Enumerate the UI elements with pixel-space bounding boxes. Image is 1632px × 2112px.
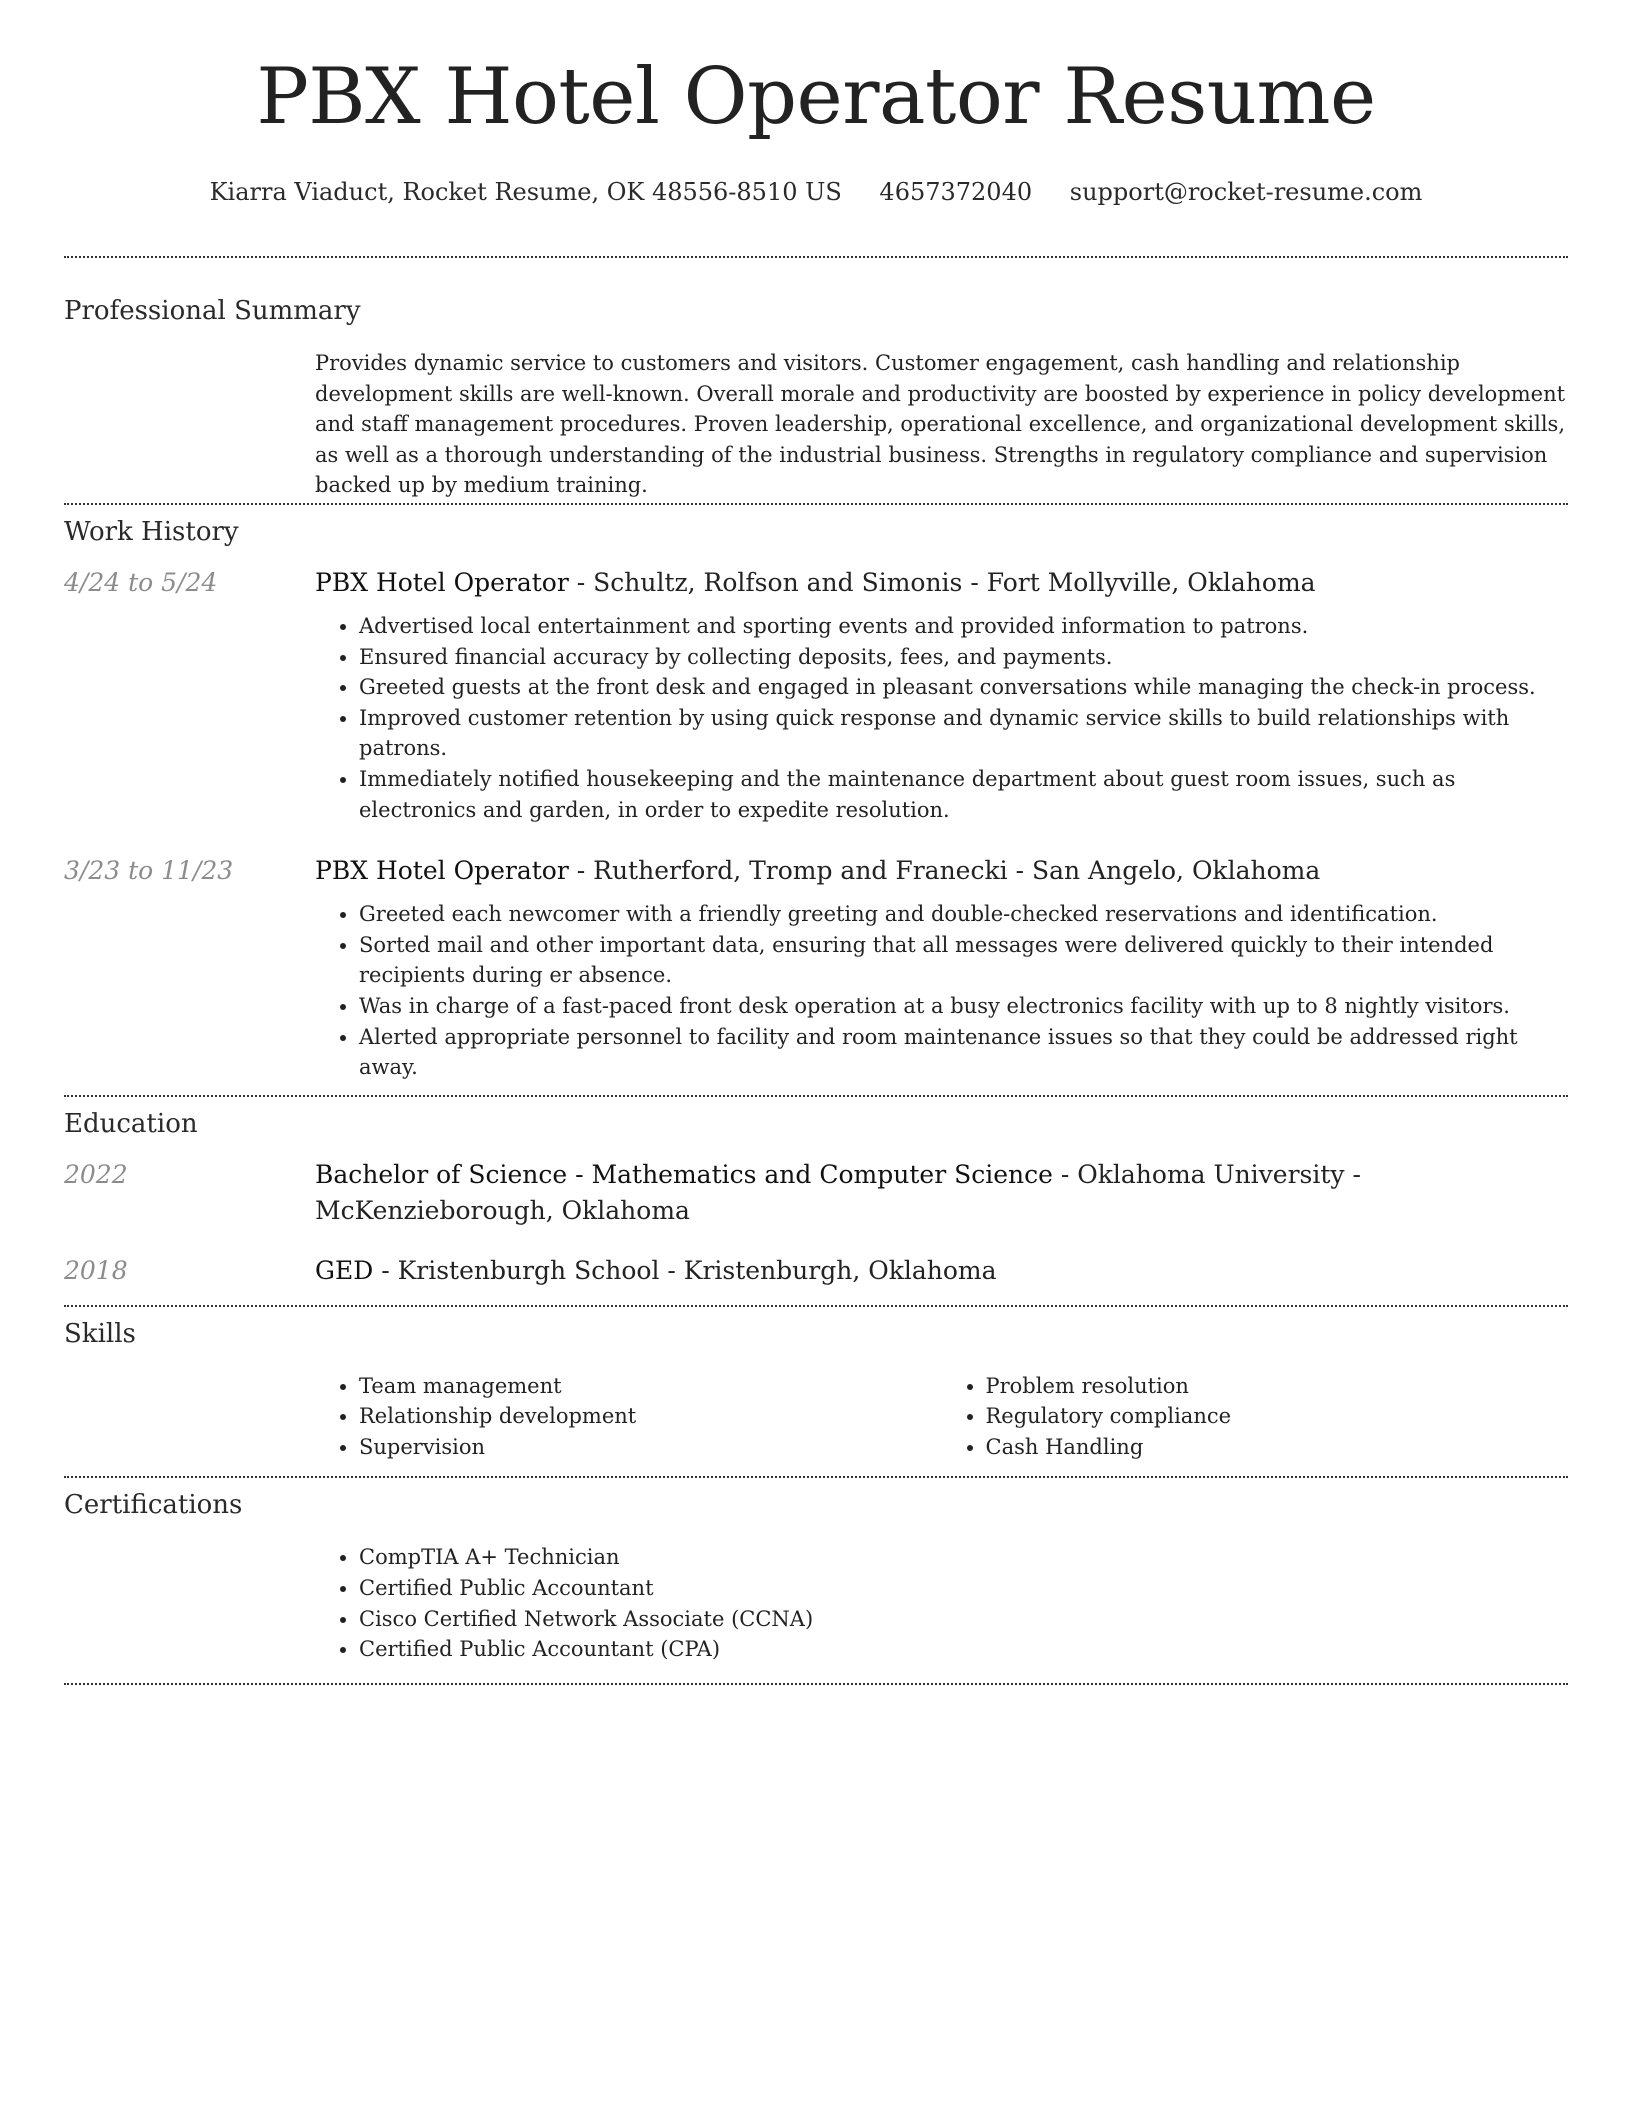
job-entry [64,853,1568,1083]
job-dates: 3/23 to 11/23 [64,856,234,886]
summary-text: Provides dynamic service to customers and visitors. Customer engagement, cash handling and relationship development skills are well-known. Overall morale and productivity are boosted by experience in policy development and staff management procedures. Proven leadership, operational excellence, and organizational development skills, as well as a thorough understanding of the industrial business. Strengths in regulatory compliance and supervision backed up by medium training. [315,351,1566,498]
skills-column [315,1371,942,1463]
list-item: • Certified Public Accountant (CPA) [359,1634,1568,1665]
list-item: • Cash Handling [986,1432,1569,1463]
contact-phone[interactable]: 4657372040 [879,178,1033,206]
section-divider [64,1683,1568,1685]
education-degree: Bachelor of Science - Mathematics and Computer Science [315,1159,1053,1189]
list-item: • CompTIA A+ Technician [359,1542,1568,1573]
education-entry [64,1253,1568,1289]
section-divider [64,256,1568,258]
education-entry [64,1157,1568,1229]
education-details: - Oklahoma University - McKenzieborough, Oklahoma [315,1159,1361,1225]
certifications-heading: Certifications [64,1490,243,1521]
job-details: - Schultz, Rolfson and Simonis - Fort Mollyville, Oklahoma [568,567,1316,597]
section-divider [64,503,1568,505]
list-item: • Advertised local entertainment and sporting events and provided information to patrons. [359,611,1568,642]
skills-heading: Skills [64,1318,136,1349]
contact-email[interactable]: support@rocket-resume.com [1069,178,1423,206]
education-heading: Education [64,1108,198,1139]
section-divider [64,1305,1568,1307]
resume-page [64,0,1568,1685]
list-item: • Certified Public Accountant [359,1573,1568,1604]
summary-heading: Professional Summary [64,296,361,326]
list-item: • Supervision [359,1432,942,1463]
contact-address: Kiarra Viaduct, Rocket Resume, OK 48556-8510 US [209,178,842,206]
list-item: • Ensured financial accuracy by collecting deposits, fees, and payments. [359,642,1568,673]
list-item: • Regulatory compliance [986,1401,1569,1432]
job-bullets [315,611,1568,825]
work-history-heading: Work History [64,516,239,547]
job-title [315,853,1568,889]
section-divider [64,1476,1568,1478]
list-item: • Improved customer retention by using quick response and dynamic service skills to build relationships with patrons. [359,703,1568,764]
job-role: PBX Hotel Operator [315,567,569,597]
list-item: • Greeted each newcomer with a friendly greeting and double-checked reservations and identification. [359,899,1568,930]
education-year: 2018 [64,1255,128,1285]
job-role: PBX Hotel Operator [315,856,569,886]
list-item: • Problem resolution [986,1371,1569,1402]
resume-title: PBX Hotel Operator Resume [256,52,1376,142]
list-item: • Immediately notified housekeeping and the maintenance department about guest room issues, such as electronics and garden, in order to expedite resolution. [359,764,1568,825]
list-item: • Relationship development [359,1401,942,1432]
section-divider [64,1095,1568,1097]
education-year: 2022 [64,1159,128,1189]
skills-list [315,1371,1568,1463]
education-details: - Kristenburgh School - Kristenburgh, Oklahoma [373,1255,997,1285]
job-details: - Rutherford, Tromp and Franecki - San Angelo, Oklahoma [568,856,1321,886]
job-dates: 4/24 to 5/24 [64,567,218,597]
list-item: • Alerted appropriate personnel to facility and room maintenance issues so that they could be addressed right away. [359,1022,1568,1083]
contact-line [64,178,1568,214]
list-item: • Cisco Certified Network Associate (CCNA) [359,1604,1568,1635]
certifications-list [315,1542,1568,1664]
job-bullets [315,899,1568,1083]
list-item: • Team management [359,1371,942,1402]
education-degree: GED [315,1255,374,1285]
skills-column [942,1371,1569,1463]
education-title [315,1253,1568,1289]
list-item: • Sorted mail and other important data, ensuring that all messages were delivered quickly to their intended recipients during er absence. [359,930,1568,991]
education-title [315,1157,1568,1229]
list-item: • Was in charge of a fast-paced front desk operation at a busy electronics facility with up to 8 nightly visitors. [359,991,1568,1022]
list-item: • Greeted guests at the front desk and engaged in pleasant conversations while managing the check-in process. [359,672,1568,703]
job-entry [64,565,1568,825]
job-title [315,565,1568,601]
